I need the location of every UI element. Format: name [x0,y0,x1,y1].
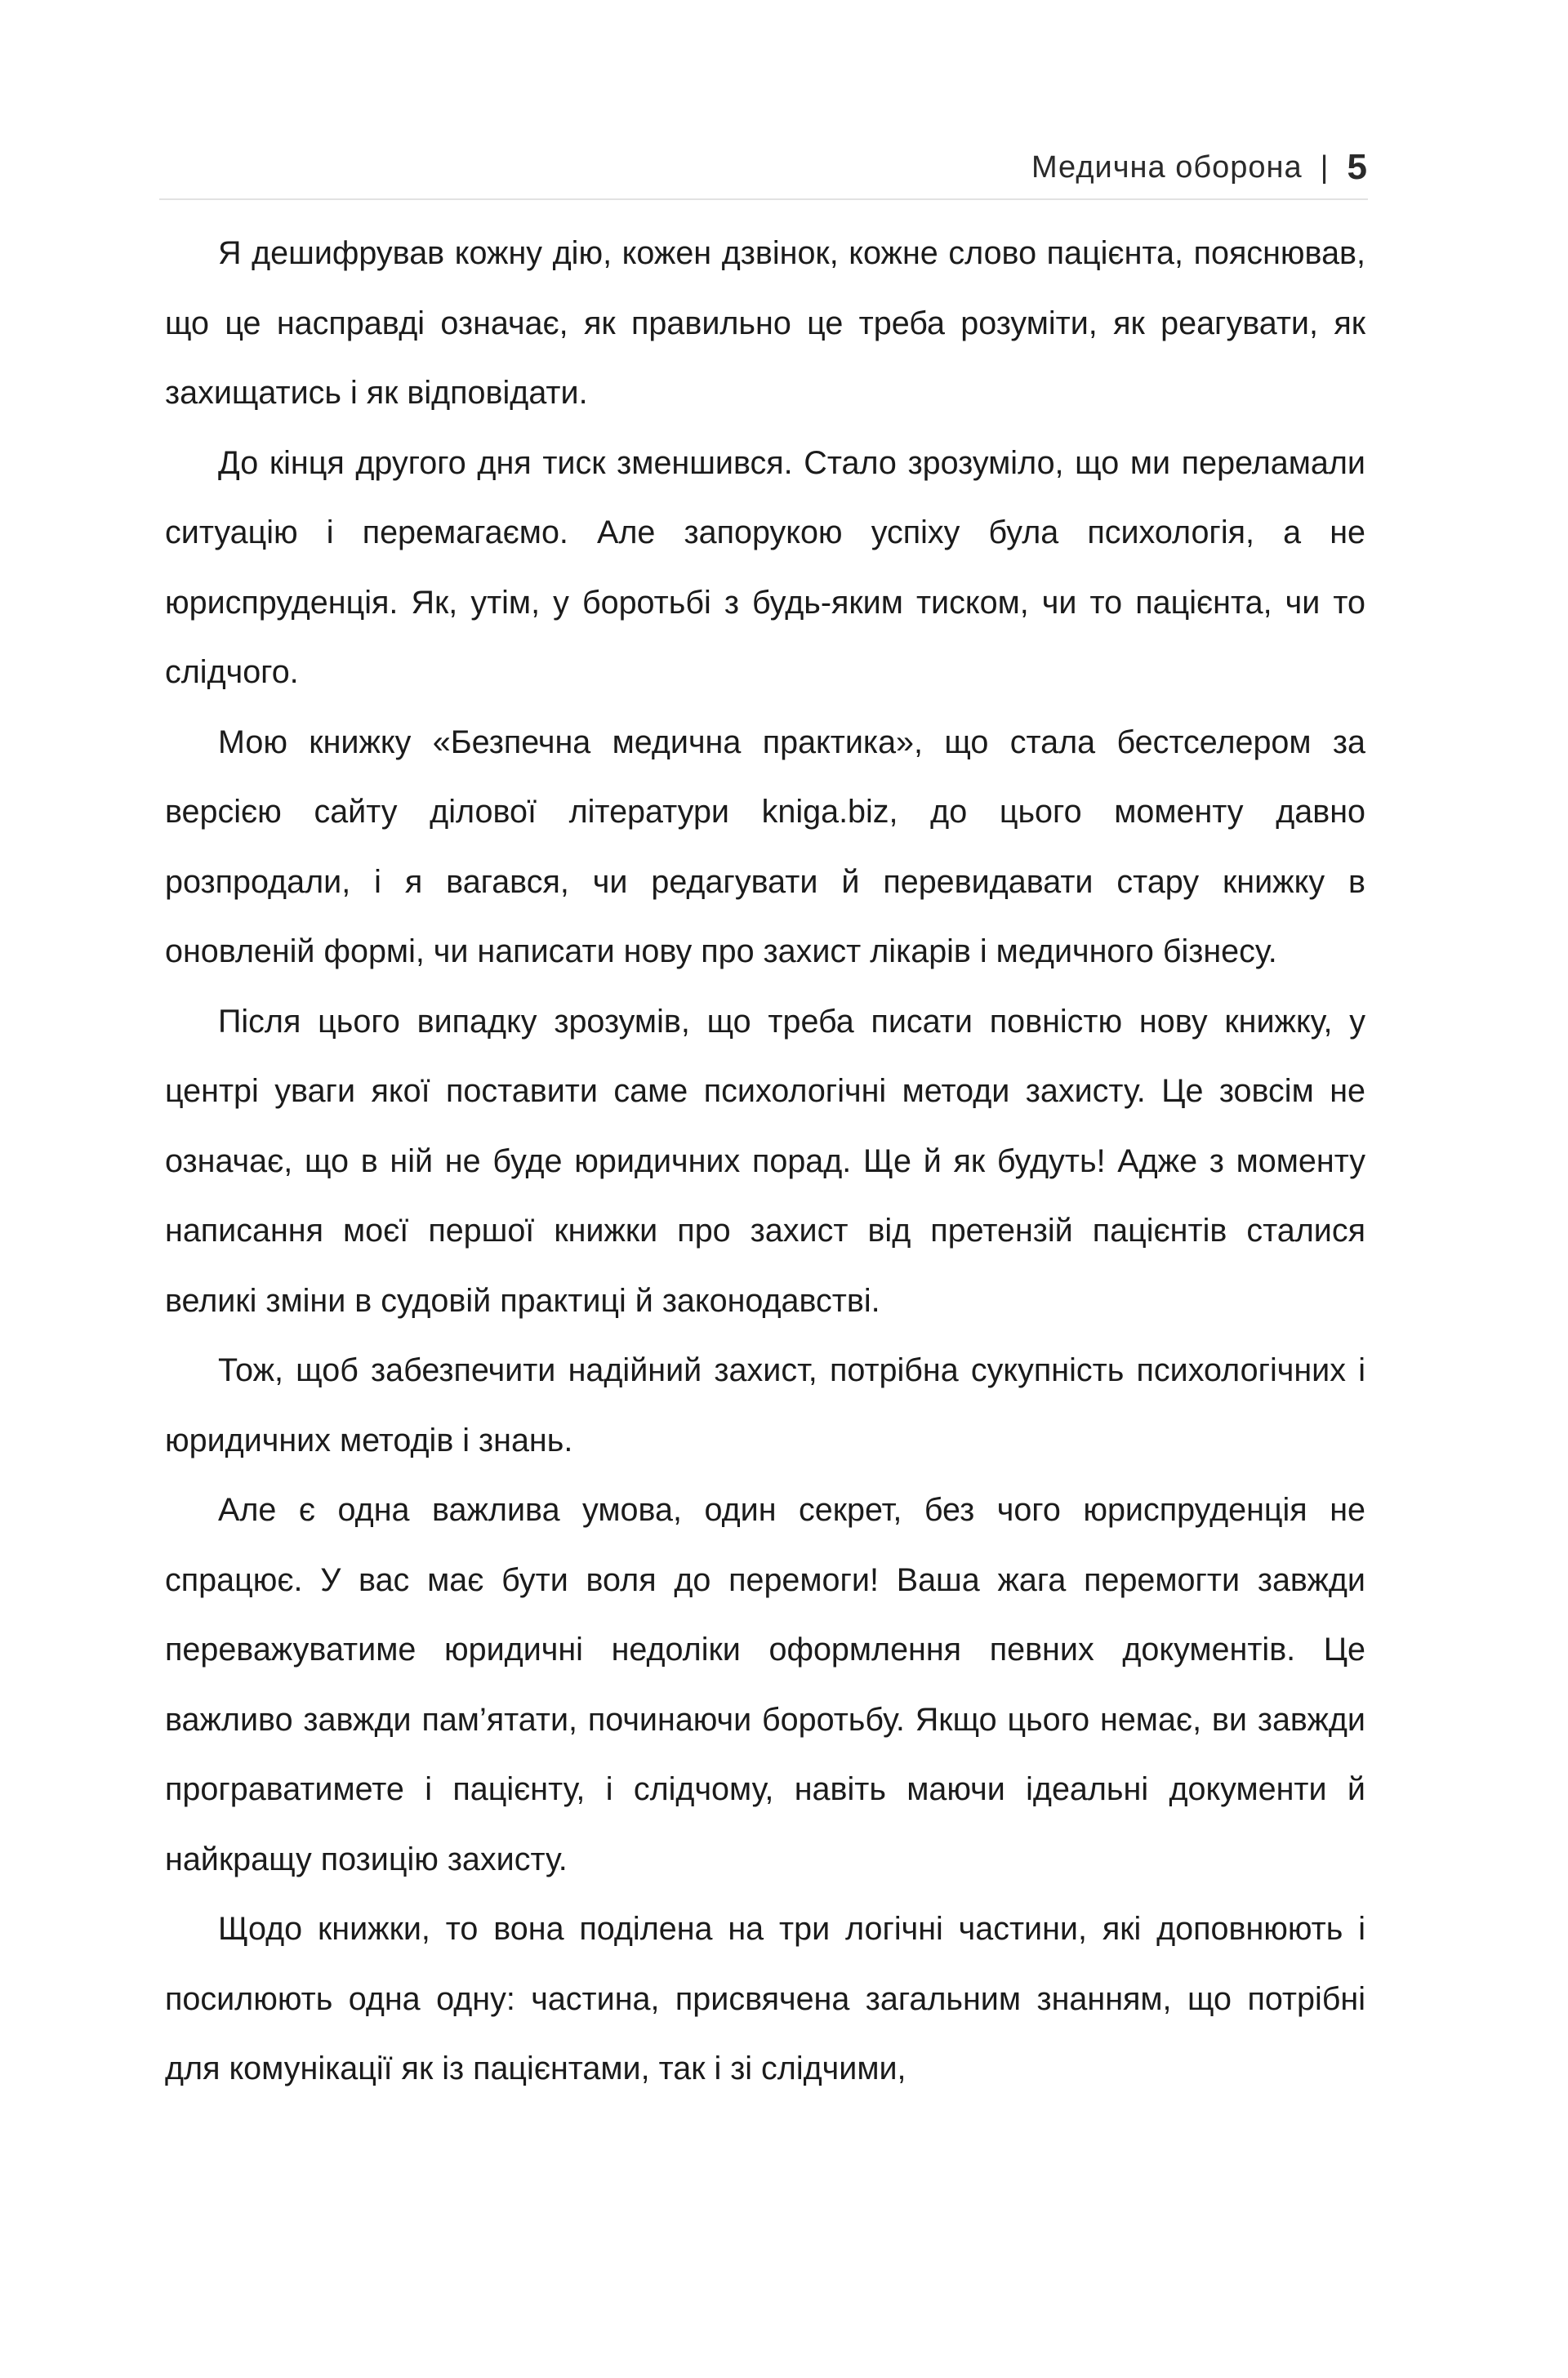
body-text [165,219,1365,2104]
paragraph-1: Я дешифрував кожну дію, кожен дзвінок, кожне слово пацієнта, пояснював, що це насправді означає, як правильно це треба розуміти, як реагувати, як захищатись і як відповідати. [165,235,1365,411]
running-header [159,143,1368,192]
paragraph-7: Щодо книжки, то вона поділена на три логічні частини, які доповнюють і посилюють одна одну: частина, присвячена загальним знанням, що потрібні для комунікації як із пацієнтами, так і зі слідчими, [165,1911,1365,2086]
header-separator: | [1320,149,1330,185]
paragraph-4: Після цього випадку зрозумів, що треба писати повністю нову книжку, у центрі уваги якої поставити саме психологічні методи захисту. Це зовсім не означає, що в ній не буде юридичних порад. Ще й як будуть! Адже з моменту написання моєї першої книжки про захист від претензій пацієнтів сталися великі зміни в судовій практиці й законодавстві. [165,1003,1365,1319]
page-number: 5 [1347,147,1368,187]
paragraph-2: До кінця другого дня тиск зменшився. Стало зрозуміло, що ми переламали ситуацію і перемагаємо. Але запорукою успіху була психологія, а не юриспруденція. Як, утім, у боротьбі з будь-яким тиском, чи то пацієнта, чи то слідчого. [165,444,1365,690]
paragraph-6: Але є одна важлива умова, один секрет, без чого юриспруденція не спрацює. У вас має бути воля до перемоги! Ваша жага перемогти завжди переважуватиме юридичні недоліки оформлення певних документів. Це важливо завжди пам’ятати, починаючи боротьбу. Якщо цього немає, ви завжди програватимете і пацієнту, і слідчому, навіть маючи ідеальні документи й найкращу позицію захисту. [165,1492,1365,1877]
header-rule [159,198,1368,200]
paragraph-5: Тож, щоб забезпечити надійний захист, потрібна сукупність психологічних і юридичних методів і знань. [165,1352,1365,1458]
paragraph-3: Мою книжку «Безпечна медична практика», що стала бестселером за версією сайту ділової літератури kniga.biz, до цього моменту давно розпродали, і я вагався, чи редагувати й перевидавати стару книжку в оновленій формі, чи написати нову про захист лікарів і медичного бізнесу. [165,724,1365,969]
running-header-title: Медична оборона [1031,149,1303,185]
